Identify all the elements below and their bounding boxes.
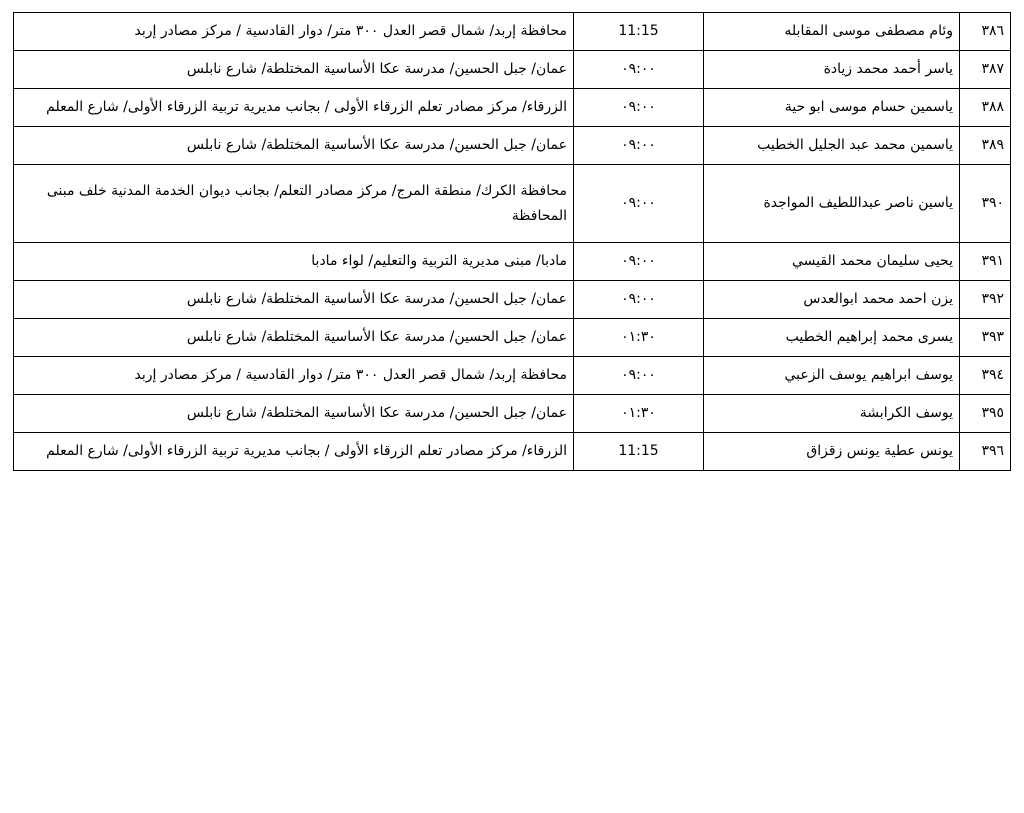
exam-time: ٠٩:٠٠ bbox=[574, 281, 704, 319]
row-number: ٣٩٣ bbox=[960, 319, 1011, 357]
table-row bbox=[14, 243, 1011, 281]
exam-location: عمان/ جبل الحسين/ مدرسة عكا الأساسية المختلطة/ شارع نابلس bbox=[14, 127, 574, 165]
row-number: ٣٩٦ bbox=[960, 433, 1011, 471]
exam-time: ٠٩:٠٠ bbox=[574, 51, 704, 89]
row-number: ٣٩٤ bbox=[960, 357, 1011, 395]
exam-location: محافظة إربد/ شمال قصر العدل ٣٠٠ متر/ دوار القادسية / مركز مصادر إربد bbox=[14, 13, 574, 51]
exam-location: عمان/ جبل الحسين/ مدرسة عكا الأساسية المختلطة/ شارع نابلس bbox=[14, 281, 574, 319]
exam-location: محافظة إربد/ شمال قصر العدل ٣٠٠ متر/ دوار القادسية / مركز مصادر إربد bbox=[14, 357, 574, 395]
candidate-name: يحيى سليمان محمد القيسي bbox=[704, 243, 960, 281]
candidate-name: يوسف ابراهيم يوسف الزعبي bbox=[704, 357, 960, 395]
table-row bbox=[14, 357, 1011, 395]
exam-time: 11:15 bbox=[574, 433, 704, 471]
exam-location: الزرقاء/ مركز مصادر تعلم الزرقاء الأولى / بجانب مديرية تربية الزرقاء الأولى/ شارع المعلم bbox=[14, 433, 574, 471]
candidate-name: ياسر أحمد محمد زيادة bbox=[704, 51, 960, 89]
row-number: ٣٩٢ bbox=[960, 281, 1011, 319]
table-body bbox=[14, 13, 1011, 471]
table-row bbox=[14, 281, 1011, 319]
table-row bbox=[14, 165, 1011, 243]
table-row bbox=[14, 51, 1011, 89]
exam-time: ٠١:٣٠ bbox=[574, 319, 704, 357]
row-number: ٣٨٧ bbox=[960, 51, 1011, 89]
candidate-name: ياسمين محمد عبد الجليل الخطيب bbox=[704, 127, 960, 165]
exam-time: ٠٩:٠٠ bbox=[574, 243, 704, 281]
table-row bbox=[14, 127, 1011, 165]
candidate-name: يونس عطية يونس زقزاق bbox=[704, 433, 960, 471]
exam-location: الزرقاء/ مركز مصادر تعلم الزرقاء الأولى / بجانب مديرية تربية الزرقاء الأولى/ شارع المعلم bbox=[14, 89, 574, 127]
table-row bbox=[14, 89, 1011, 127]
row-number: ٣٨٨ bbox=[960, 89, 1011, 127]
candidate-name: يسرى محمد إبراهيم الخطيب bbox=[704, 319, 960, 357]
exam-time: ٠٩:٠٠ bbox=[574, 127, 704, 165]
candidate-name: يزن احمد محمد ابوالعدس bbox=[704, 281, 960, 319]
exam-location: عمان/ جبل الحسين/ مدرسة عكا الأساسية المختلطة/ شارع نابلس bbox=[14, 51, 574, 89]
table-row bbox=[14, 319, 1011, 357]
exam-time: ٠٩:٠٠ bbox=[574, 165, 704, 243]
row-number: ٣٨٩ bbox=[960, 127, 1011, 165]
exam-time: ٠٩:٠٠ bbox=[574, 357, 704, 395]
candidate-name: يوسف الكرابشة bbox=[704, 395, 960, 433]
exam-time: ٠٩:٠٠ bbox=[574, 89, 704, 127]
row-number: ٣٩٠ bbox=[960, 165, 1011, 243]
table-row bbox=[14, 395, 1011, 433]
table-row bbox=[14, 433, 1011, 471]
exam-location: عمان/ جبل الحسين/ مدرسة عكا الأساسية المختلطة/ شارع نابلس bbox=[14, 319, 574, 357]
row-number: ٣٩١ bbox=[960, 243, 1011, 281]
exam-time: 11:15 bbox=[574, 13, 704, 51]
table-row bbox=[14, 13, 1011, 51]
exam-time: ٠١:٣٠ bbox=[574, 395, 704, 433]
exam-location: مادبا/ مبنى مديرية التربية والتعليم/ لواء مادبا bbox=[14, 243, 574, 281]
exam-schedule-table bbox=[13, 12, 1011, 471]
candidate-name: ياسين ناصر عبداللطيف المواجدة bbox=[704, 165, 960, 243]
exam-location: عمان/ جبل الحسين/ مدرسة عكا الأساسية المختلطة/ شارع نابلس bbox=[14, 395, 574, 433]
candidate-name: وئام مصطفى موسى المقابله bbox=[704, 13, 960, 51]
row-number: ٣٩٥ bbox=[960, 395, 1011, 433]
candidate-name: ياسمين حسام موسى ابو حية bbox=[704, 89, 960, 127]
row-number: ٣٨٦ bbox=[960, 13, 1011, 51]
exam-location: محافظة الكرك/ منطقة المرج/ مركز مصادر التعلم/ بجانب ديوان الخدمة المدنية خلف مبنى المحافظة bbox=[14, 165, 574, 243]
